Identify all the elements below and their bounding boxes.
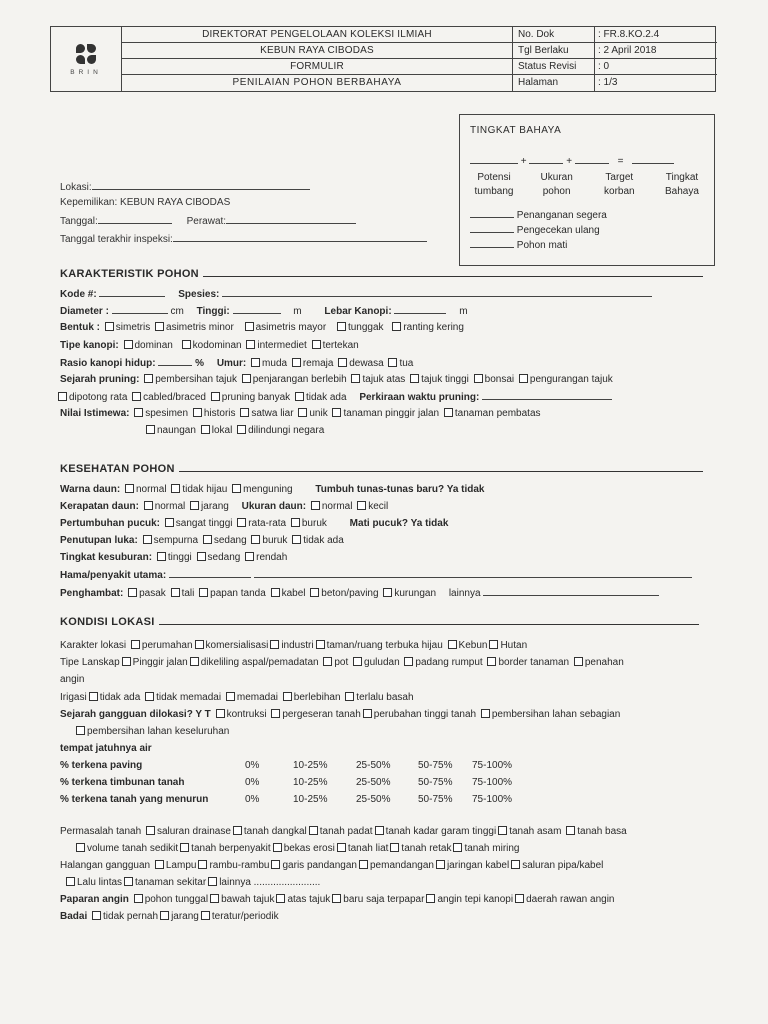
warna-checkbox[interactable] [125, 484, 134, 493]
sejarah-checkbox[interactable] [58, 392, 67, 401]
document-header [50, 26, 716, 92]
angin-checkbox[interactable] [276, 894, 285, 903]
angin-checkbox[interactable] [134, 894, 143, 903]
tinggi-field[interactable] [233, 305, 281, 314]
tanah-checkbox[interactable] [453, 843, 462, 852]
hama-field-1[interactable] [169, 569, 251, 578]
lanskap-checkbox[interactable] [323, 657, 332, 666]
lebar-field[interactable] [394, 305, 446, 314]
kesuburan-checkbox[interactable] [245, 552, 254, 561]
inspeksi-row: Tanggal terakhir inspeksi: [60, 233, 427, 245]
section-kesehatan: KESEHATAN POHON [60, 463, 703, 475]
nilai-checkbox[interactable] [298, 408, 307, 417]
penutupan-checkbox[interactable] [143, 535, 152, 544]
gangguan-checkbox[interactable] [216, 709, 225, 718]
meta-label-3: Halaman [513, 75, 595, 91]
col-tingkat: Tingkat Bahaya [665, 172, 699, 197]
irigasi-row: Irigasi tidak ada tidak memadai memadai berlebihan terlalu basah [60, 692, 414, 703]
sejarah-checkbox[interactable] [242, 374, 251, 383]
pertumbuhan-row: Pertumbuhan pucuk: sangat tinggi rata-rata buruk Mati pucuk? Ya tidak [60, 518, 449, 529]
section-karakteristik: KARAKTERISTIK POHON [60, 268, 703, 280]
nilai-checkbox[interactable] [193, 408, 202, 417]
lokasi-row: Lokasi: [60, 181, 310, 193]
meta-value-3: : 1/3 [598, 77, 618, 88]
bahaya-title: TINGKAT BAHAYA [470, 125, 562, 136]
tanah-checkbox[interactable] [76, 843, 85, 852]
kerapatan-checkbox[interactable] [190, 501, 199, 510]
halangan-row: Halangan gangguan Lampu rambu-rambu garis pandangan pemandangan jaringan kabel saluran pipa/kabel [60, 860, 604, 871]
penghambat-row: Penghambat: pasak tali papan tanda kabel beton/paving kurungan lainnya [60, 587, 659, 600]
lainnya-field[interactable] [483, 587, 659, 596]
logo-text: BRIN [70, 68, 102, 76]
halangan-checkbox[interactable] [198, 860, 207, 869]
irigasi-checkbox[interactable] [283, 692, 292, 701]
col-target: Target korban [604, 172, 635, 197]
plus-sign: + [520, 156, 527, 167]
tanah-checkbox[interactable] [375, 826, 384, 835]
sejarah-gangguan-row-2: pembersihan lahan keseluruhan [74, 726, 229, 738]
meta-value-1: : 2 April 2018 [595, 43, 717, 59]
gangguan-checkbox[interactable] [271, 709, 280, 718]
ukuran-checkbox[interactable] [357, 501, 366, 510]
penghambat-checkbox[interactable] [271, 588, 280, 597]
tipe-checkbox[interactable] [312, 340, 321, 349]
bentuk-checkbox[interactable] [392, 322, 401, 331]
lanskap-checkbox[interactable] [122, 657, 131, 666]
tipe-checkbox[interactable] [246, 340, 255, 349]
opt-pohon-mati[interactable]: Pohon mati [470, 239, 567, 251]
bentuk-checkbox[interactable] [105, 322, 114, 331]
form-label: FORMULIR [122, 59, 513, 75]
sejarah-checkbox[interactable] [132, 392, 141, 401]
equals-sign: = [617, 156, 624, 167]
warna-checkbox[interactable] [171, 484, 180, 493]
pct-option[interactable]: 75-100% [472, 777, 513, 788]
ukuran-checkbox[interactable] [311, 501, 320, 510]
halangan-checkbox[interactable] [66, 877, 75, 886]
penutupan-row: Penutupan luka: sempurna sedang buruk tidak ada [60, 535, 344, 546]
gangguan-checkbox[interactable] [76, 726, 85, 735]
lanskap-checkbox[interactable] [353, 657, 362, 666]
gangguan-checkbox[interactable] [481, 709, 490, 718]
spesies-field[interactable] [222, 288, 652, 297]
irigasi-checkbox[interactable] [89, 692, 98, 701]
hama-field-2[interactable] [254, 569, 692, 578]
meta-value-0: : FR.8.KO.2.4 [595, 27, 717, 43]
opt-pengecekan[interactable]: Pengecekan ulang [470, 224, 600, 236]
tanah-checkbox[interactable] [180, 843, 189, 852]
halangan-checkbox[interactable] [208, 877, 217, 886]
bahaya-columns [468, 171, 708, 199]
lanskap-checkbox[interactable] [487, 657, 496, 666]
pct-option[interactable]: 25-50% [356, 760, 391, 771]
lokasi-field[interactable] [92, 181, 310, 190]
org-line-1: DIREKTORAT PENGELOLAAN KOLEKSI ILMIAH [122, 27, 513, 43]
nilai-istimewa-row: Nilai Istimewa: spesimen historis satwa liar unik tanaman pinggir jalan tanaman pembatas [60, 408, 541, 419]
col-ukuran: Ukuran pohon [540, 172, 573, 197]
permasalahan-row: Permasalah tanah saluran drainase tanah dangkal tanah padat tanah kadar garam tinggi tanah asam tanah basa [60, 826, 627, 837]
inspeksi-field[interactable] [173, 233, 427, 242]
tanah-checkbox[interactable] [273, 843, 282, 852]
bahaya-equation [470, 155, 674, 167]
sejarah-checkbox[interactable] [144, 374, 153, 383]
angin-checkbox[interactable] [210, 894, 219, 903]
pct-option[interactable]: 75-100% [472, 794, 513, 805]
kesuburan-row: Tingkat kesuburan: tinggi sedang rendah [60, 552, 288, 563]
umur-checkbox[interactable] [251, 358, 260, 367]
tanggal-row: Tanggal: Perawat: [60, 215, 356, 227]
kerapatan-row: Kerapatan daun: normal jarang Ukuran daun: normal kecil [60, 501, 389, 512]
tipe-checkbox[interactable] [182, 340, 191, 349]
nilai-checkbox[interactable] [146, 425, 155, 434]
tipe-lanskap-row-2: angin [60, 674, 85, 685]
nilai-istimewa-row-2: naungan lokal dilindungi negara [144, 425, 324, 437]
sejarah-pruning-row: Sejarah pruning: pembersihan tajuk penjarangan berlebih tajuk atas tajuk tinggi bonsai pengurangan tajuk [60, 374, 613, 385]
kerapatan-checkbox[interactable] [144, 501, 153, 510]
sejarah-checkbox[interactable] [519, 374, 528, 383]
pertumbuhan-checkbox[interactable] [237, 518, 246, 527]
logo [51, 27, 122, 91]
permasalahan-row-2: volume tanah sedikit tanah berpenyakit bekas erosi tanah liat tanah retak tanah miring [74, 843, 520, 855]
tempat-air-label: tempat jatuhnya air [60, 743, 152, 754]
lanskap-checkbox[interactable] [404, 657, 413, 666]
kode-field[interactable] [99, 288, 165, 297]
pct-option[interactable]: 50-75% [418, 777, 453, 788]
bentuk-checkbox[interactable] [337, 322, 346, 331]
perkiraan-field[interactable] [482, 391, 612, 400]
nilai-checkbox[interactable] [134, 408, 143, 417]
tanah-checkbox[interactable] [390, 843, 399, 852]
tingkat-bahaya-box [459, 114, 715, 266]
potensi-field[interactable] [470, 155, 518, 164]
penutupan-checkbox[interactable] [251, 535, 260, 544]
kesuburan-checkbox[interactable] [197, 552, 206, 561]
tanah-checkbox[interactable] [498, 826, 507, 835]
gangguan-checkbox[interactable] [363, 709, 372, 718]
brin-logo-icon [74, 44, 98, 66]
warna-checkbox[interactable] [232, 484, 241, 493]
tanah-checkbox[interactable] [309, 826, 318, 835]
lanskap-checkbox[interactable] [190, 657, 199, 666]
umur-checkbox[interactable] [338, 358, 347, 367]
section-kondisi: KONDISI LOKASI [60, 616, 699, 628]
irigasi-checkbox[interactable] [226, 692, 235, 701]
tingkat-field[interactable] [632, 155, 674, 164]
irigasi-checkbox[interactable] [145, 692, 154, 701]
pct-option[interactable]: 10-25% [293, 760, 328, 771]
org-line-2: KEBUN RAYA CIBODAS [122, 43, 513, 59]
meta-label-2: Status Revisi [513, 59, 595, 75]
rasio-row: Rasio kanopi hidup: % Umur: muda remaja dewasa tua [60, 358, 414, 369]
sejarah-gangguan-row: Sejarah gangguan dilokasi? Y T kontruksi pergeseran tanah perubahan tinggi tanah pembersihan lahan sebagian [60, 709, 621, 720]
sejarah-pruning-row-2: dipotong rata cabled/braced pruning banyak tidak ada Perkiraan waktu pruning: [60, 391, 612, 404]
tanah-checkbox[interactable] [337, 843, 346, 852]
karakter-checkbox[interactable] [131, 640, 140, 649]
bentuk-checkbox[interactable] [245, 322, 254, 331]
halangan-checkbox[interactable] [359, 860, 368, 869]
karakter-lokasi-row: Karakter lokasi perumahan komersialisasi industri taman/ruang terbuka hijau Kebun Hutan [60, 640, 528, 651]
diameter-field[interactable] [112, 305, 168, 314]
sejarah-checkbox[interactable] [474, 374, 483, 383]
pct-option[interactable]: 50-75% [418, 794, 453, 805]
form-title: PENILAIAN POHON BERBAHAYA [122, 75, 513, 91]
penutupan-checkbox[interactable] [292, 535, 301, 544]
penghambat-checkbox[interactable] [310, 588, 319, 597]
halangan-checkbox[interactable] [511, 860, 520, 869]
pct-timbunan-label: % terkena timbunan tanah [60, 777, 185, 788]
penghambat-checkbox[interactable] [171, 588, 180, 597]
bentuk-row: Bentuk : simetris asimetris minor asimetris mayor tunggak ranting kering [60, 322, 464, 333]
umur-checkbox[interactable] [388, 358, 397, 367]
sejarah-checkbox[interactable] [295, 392, 304, 401]
pertumbuhan-checkbox[interactable] [291, 518, 300, 527]
nilai-checkbox[interactable] [201, 425, 210, 434]
penghambat-checkbox[interactable] [199, 588, 208, 597]
penghambat-checkbox[interactable] [128, 588, 137, 597]
opt-penanganan[interactable]: Penanganan segera [470, 209, 607, 221]
ukuran-field[interactable] [529, 155, 563, 164]
karakter-checkbox[interactable] [316, 640, 325, 649]
sejarah-checkbox[interactable] [211, 392, 220, 401]
umur-checkbox[interactable] [292, 358, 301, 367]
rasio-field[interactable] [158, 357, 192, 366]
angin-checkbox[interactable] [515, 894, 524, 903]
hama-row: Hama/penyakit utama: [60, 569, 692, 582]
sejarah-checkbox[interactable] [410, 374, 419, 383]
halangan-row-2: Lalu lintas tanaman sekitar lainnya ........................ [64, 877, 320, 889]
tanah-checkbox[interactable] [146, 826, 155, 835]
kode-row: Kode #: Spesies: [60, 288, 652, 301]
pct-option[interactable]: 0% [245, 760, 260, 771]
badai-checkbox[interactable] [160, 911, 169, 920]
tanah-checkbox[interactable] [233, 826, 242, 835]
halangan-checkbox[interactable] [271, 860, 280, 869]
badai-checkbox[interactable] [201, 911, 210, 920]
pct-option[interactable]: 25-50% [356, 777, 391, 788]
perawat-field[interactable] [226, 215, 356, 224]
karakter-checkbox[interactable] [195, 640, 204, 649]
pct-option[interactable]: 10-25% [293, 794, 328, 805]
badai-row: Badai tidak pernah jarang teratur/periodik [60, 911, 279, 922]
pct-option[interactable]: 0% [245, 794, 260, 805]
nilai-checkbox[interactable] [237, 425, 246, 434]
halangan-checkbox[interactable] [124, 877, 133, 886]
pct-option[interactable]: 50-75% [418, 760, 453, 771]
warna-daun-row: Warna daun: normal tidak hijau menguning Tumbuh tunas-tunas baru? Ya tidak [60, 484, 485, 495]
pct-paving-label: % terkena paving [60, 760, 143, 771]
tipe-kanopi-row: Tipe kanopi: dominan kodominan intermediet tertekan [60, 340, 359, 351]
tanah-checkbox[interactable] [566, 826, 575, 835]
tanggal-field[interactable] [98, 215, 172, 224]
halangan-checkbox[interactable] [155, 860, 164, 869]
nilai-checkbox[interactable] [332, 408, 341, 417]
kesuburan-checkbox[interactable] [157, 552, 166, 561]
meta-label-0: No. Dok [513, 27, 595, 43]
nilai-checkbox[interactable] [240, 408, 249, 417]
penutupan-checkbox[interactable] [203, 535, 212, 544]
karakter-checkbox[interactable] [270, 640, 279, 649]
diameter-row: Diameter : cm Tinggi: m Lebar Kanopi: m [60, 306, 468, 317]
col-potensi: Potensi tumbang [474, 172, 514, 197]
sejarah-checkbox[interactable] [351, 374, 360, 383]
badai-checkbox[interactable] [92, 911, 101, 920]
penghambat-checkbox[interactable] [383, 588, 392, 597]
pct-option[interactable]: 0% [245, 777, 260, 788]
meta-value-2: : 0 [595, 59, 717, 75]
target-field[interactable] [575, 155, 609, 164]
pct-menurun-label: % terkena tanah yang menurun [60, 794, 209, 805]
kepemilikan-row: Kepemilikan: KEBUN RAYA CIBODAS [60, 197, 231, 208]
pertumbuhan-checkbox[interactable] [165, 518, 174, 527]
angin-checkbox[interactable] [426, 894, 435, 903]
lanskap-checkbox[interactable] [574, 657, 583, 666]
bentuk-checkbox[interactable] [155, 322, 164, 331]
nilai-checkbox[interactable] [444, 408, 453, 417]
halangan-checkbox[interactable] [436, 860, 445, 869]
karakter-checkbox[interactable] [489, 640, 498, 649]
plus-sign: + [566, 156, 573, 167]
pct-option[interactable]: 75-100% [472, 760, 513, 771]
angin-checkbox[interactable] [332, 894, 341, 903]
pct-option[interactable]: 25-50% [356, 794, 391, 805]
meta-label-1: Tgl Berlaku [513, 43, 595, 59]
irigasi-checkbox[interactable] [345, 692, 354, 701]
tipe-checkbox[interactable] [124, 340, 133, 349]
karakter-checkbox[interactable] [448, 640, 457, 649]
paparan-angin-row: Paparan angin pohon tunggal bawah tajuk atas tajuk baru saja terpapar angin tepi kanopi daerah rawan angin [60, 894, 615, 905]
pct-option[interactable]: 10-25% [293, 777, 328, 788]
tipe-lanskap-row: Tipe Lanskap Pinggir jalan dikeliling aspal/pemadatan pot guludan padang rumput border tanaman penahan [60, 657, 624, 668]
